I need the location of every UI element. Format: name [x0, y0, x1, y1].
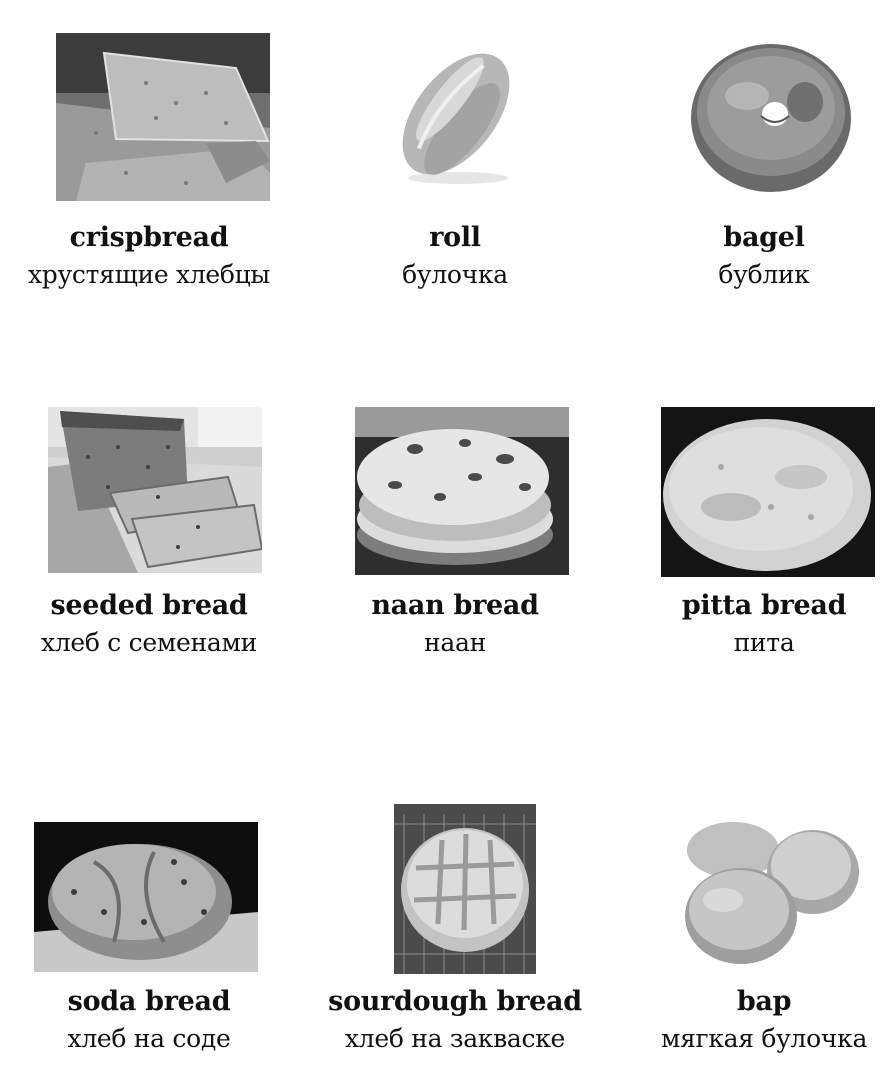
item-bap	[615, 780, 895, 1080]
item-russian-name: бублик	[718, 260, 810, 289]
item-russian-name: наан	[424, 628, 486, 657]
item-pitta-bread	[615, 380, 895, 710]
item-russian-name: хлеб на соде	[67, 1024, 231, 1053]
item-russian-name: хлеб на закваске	[344, 1024, 566, 1053]
item-bagel	[615, 0, 895, 330]
item-english-name: pitta bread	[681, 590, 847, 621]
item-english-name: bagel	[723, 222, 805, 253]
roll-photo	[386, 36, 526, 190]
item-russian-name: мягкая булочка	[660, 1024, 868, 1053]
item-english-name: sourdough bread	[328, 986, 582, 1017]
pitta-bread-photo	[661, 407, 875, 577]
item-english-name: seeded bread	[50, 590, 248, 621]
item-sourdough-bread	[306, 780, 604, 1080]
item-russian-name: пита	[733, 628, 795, 657]
soda-bread-photo	[34, 822, 258, 972]
sourdough-bread-photo	[394, 804, 536, 974]
item-seeded-bread	[0, 380, 298, 710]
seeded-bread-photo	[48, 407, 262, 573]
item-crispbread	[0, 0, 298, 330]
item-soda-bread	[0, 780, 298, 1080]
item-english-name: crispbread	[69, 222, 229, 253]
bap-photo	[673, 820, 859, 968]
item-english-name: roll	[429, 222, 481, 253]
naan-bread-photo	[355, 407, 569, 575]
crispbread-photo	[56, 33, 270, 201]
item-russian-name: хлеб с семенами	[41, 628, 257, 657]
item-russian-name: булочка	[402, 260, 508, 289]
item-english-name: naan bread	[371, 590, 539, 621]
item-english-name: bap	[736, 986, 792, 1017]
item-naan-bread	[306, 380, 604, 710]
item-russian-name: хрустящие хлебцы	[27, 260, 271, 289]
item-english-name: soda bread	[67, 986, 231, 1017]
item-roll	[306, 0, 604, 330]
bagel-photo	[687, 36, 855, 196]
